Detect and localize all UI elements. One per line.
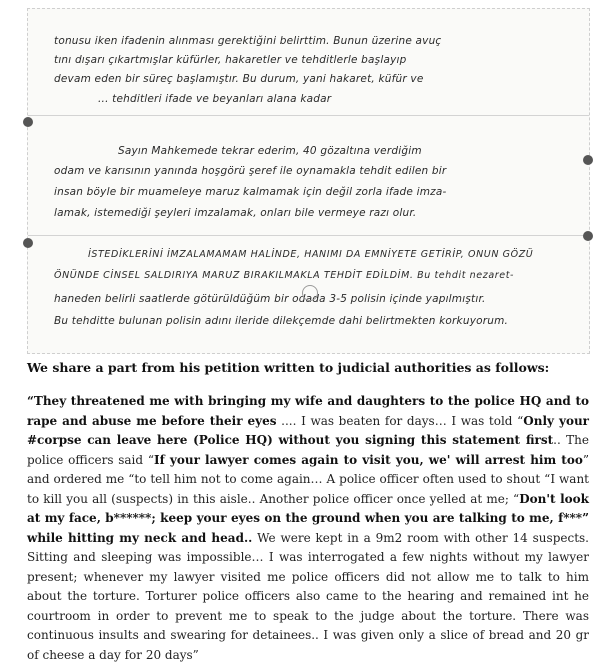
handwriting-line: odam ve karısının yanında hoşgörü şeref ile oynamakla tehdit edilen bir: [54, 165, 447, 177]
handwriting-line: tonusu iken ifadenin alınması gerektiğini belirttim. Bunun üzerine avuç: [54, 35, 442, 47]
quote-bold-segment: “They threatened me with bringing my wife and daughters to the police HQ and to rape and abuse me before their eyes: [27, 394, 589, 428]
handwriting-line: Bu tehditte bulunan polisin adını ileride dilekçemde dahi belirtmekten korkuyorum.: [54, 315, 509, 327]
quote-segment: We were kept in a 9m2 room with other 14 suspects. Sitting and sleeping was impossible… I was interrogated a few nights without my lawyer present; whenever my lawyer visited me police officers did not allow me to talk to him about the torture. Torturer police officers also came to the hearing and remained int he courtroom in order to prevent me to speak to the judge about the torture. There was continuous insults and swearing for detainees.. I was given only a slice of bread and 20 gr of cheese a day for 20 days”: [27, 530, 589, 662]
petition-quote: [27, 392, 589, 665]
crop-handle-left[interactable]: [23, 238, 33, 248]
handwriting-line: lamak, istemediği şeyleri imzalamak, onları bile vermeye razı olur.: [54, 207, 417, 219]
crop-handle-right[interactable]: [583, 231, 593, 241]
handwriting-line: Sayın Mahkemede tekrar ederim, 40 gözaltına verdiğim: [118, 145, 422, 157]
loading-spinner-icon: [302, 285, 318, 301]
handwritten-petition-scan: [27, 8, 590, 354]
crop-line: [28, 235, 589, 236]
quote-segment: .. The police officers said “: [27, 433, 590, 467]
handwriting-line: haneden belirli saatlerde götürüldüğüm bir odada 3-5 polisin içinde yapılmıştır.: [54, 293, 486, 305]
crop-handle-left[interactable]: [23, 117, 33, 127]
crop-line: [28, 115, 589, 116]
quote-segment: .... I was beaten for days… I was told “: [276, 413, 524, 428]
quote-segment: ” and ordered me “to tell him not to come again… A police officer often used to shout “I want to kill you all (suspects) in this aisle.. Another police officer once yelled at me; “: [27, 452, 589, 506]
handwriting-line: insan böyle bir muameleye maruz kalmamak için değil zorla ifade imza-: [54, 186, 447, 198]
section-heading: We share a part from his petition written to judicial authorities as follows:: [27, 360, 550, 375]
quote-bold-segment: Don't look at my face, b******; keep your eyes on the ground when you are talking to me, f***” while hitting my neck and head..: [27, 491, 589, 545]
crop-handle-right[interactable]: [583, 155, 593, 165]
handwriting-line: ÖNÜNDE CİNSEL SALDIRIYA MARUZ BIRAKILMAKLA TEHDİT EDİLDİM. Bu tehdit nezaret-: [54, 270, 515, 281]
quote-bold-segment: If your lawyer comes again to visit you, we' will arrest him too: [153, 452, 583, 467]
handwriting-line: ... tehditleri ifade ve beyanları alana kadar: [98, 93, 332, 105]
handwriting-line: tını dışarı çıkartmışlar küfürler, hakaretler ve tehditlerle başlayıp: [54, 54, 407, 66]
handwriting-line: İSTEDİKLERİNİ İMZALAMAMAM HALİNDE, HANIMI DA EMNİYETE GETİRİP, ONUN GÖZÜ: [88, 249, 534, 260]
handwriting-line: devam eden bir süreç başlamıştır. Bu durum, yani hakaret, küfür ve: [54, 73, 424, 85]
quote-bold-segment: Only your #corpse can leave here (Police HQ) without you signing this statement first: [27, 413, 589, 447]
